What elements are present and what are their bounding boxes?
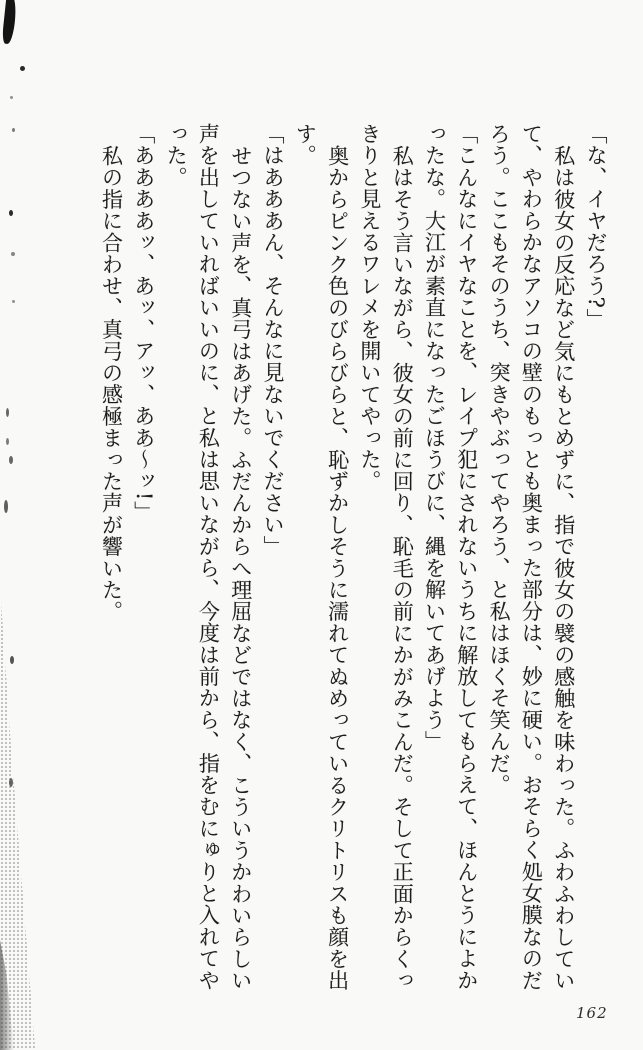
text-column: 「ああああッ、あッ、アッ、ああ〜ッ!」 <box>131 123 156 523</box>
scan-artifact-speck <box>11 252 15 256</box>
scan-artifact-speck <box>9 456 13 464</box>
text-column: 「な、イヤだろう?」 <box>584 123 608 331</box>
scan-artifact-blob <box>2 0 18 44</box>
text-column: 私は彼女の反応など気にもとめずに、指で彼女の襞の感触を味わった。ふわふわしてい <box>551 145 576 992</box>
scan-artifact-speck <box>20 66 25 71</box>
scan-artifact-speck <box>4 500 8 513</box>
scan-artifact-speck <box>10 656 14 664</box>
text-column: す。 <box>293 123 318 167</box>
text-column: て、やわらかなアソコの壁のもっとも奥まった部分は、妙に硬い。おそらく処女膜なのだ <box>519 123 544 991</box>
text-column: 奥からピンク色のびらびらと、恥ずかしそうに濡れてぬめっているクリトリスも顔を出 <box>325 145 350 992</box>
text-column: ったな。大江が素直になったごほうびに、縄を解いてあげよう」 <box>422 123 447 753</box>
text-column: きりと見えるワレメを開いてやった。 <box>357 123 382 492</box>
text-area <box>0 123 643 1023</box>
text-column: 「こんなにイヤなことを、レイプ犯にされないうちに解放してもらえて、ほんとうによか <box>454 123 479 991</box>
text-column: った。 <box>164 123 189 189</box>
text-column: 私はそう言いながら、彼女の前に回り、恥毛の前にかがみこんだ。そして正面からくっ <box>390 145 415 992</box>
text-column: せつない声を、真弓はあげた。ふだんからへ理屈などではなく、こういうかわいらしい <box>228 145 253 992</box>
scan-artifact-speck <box>9 210 13 216</box>
text-column: 私の指に合わせ、真弓の感極まった声が響いた。 <box>99 145 124 623</box>
scan-artifact-speck <box>12 300 15 303</box>
scan-artifact-speck <box>6 438 9 445</box>
text-column: 声を出していればいいのに、と私は思いながら、今度は前から、指をむにゅりと入れてや <box>196 123 221 991</box>
scan-artifact-speck <box>12 128 15 132</box>
page-number: 162 <box>576 1004 608 1022</box>
scan-artifact-speck <box>6 408 9 417</box>
scan-artifact-speck <box>10 96 13 99</box>
text-column: ろう。ここもそのうち、突きやぶってやろう、と私はほくそ笑んだ。 <box>487 123 512 796</box>
text-column: 「はあああん、そんなに見ないでください」 <box>261 123 285 557</box>
